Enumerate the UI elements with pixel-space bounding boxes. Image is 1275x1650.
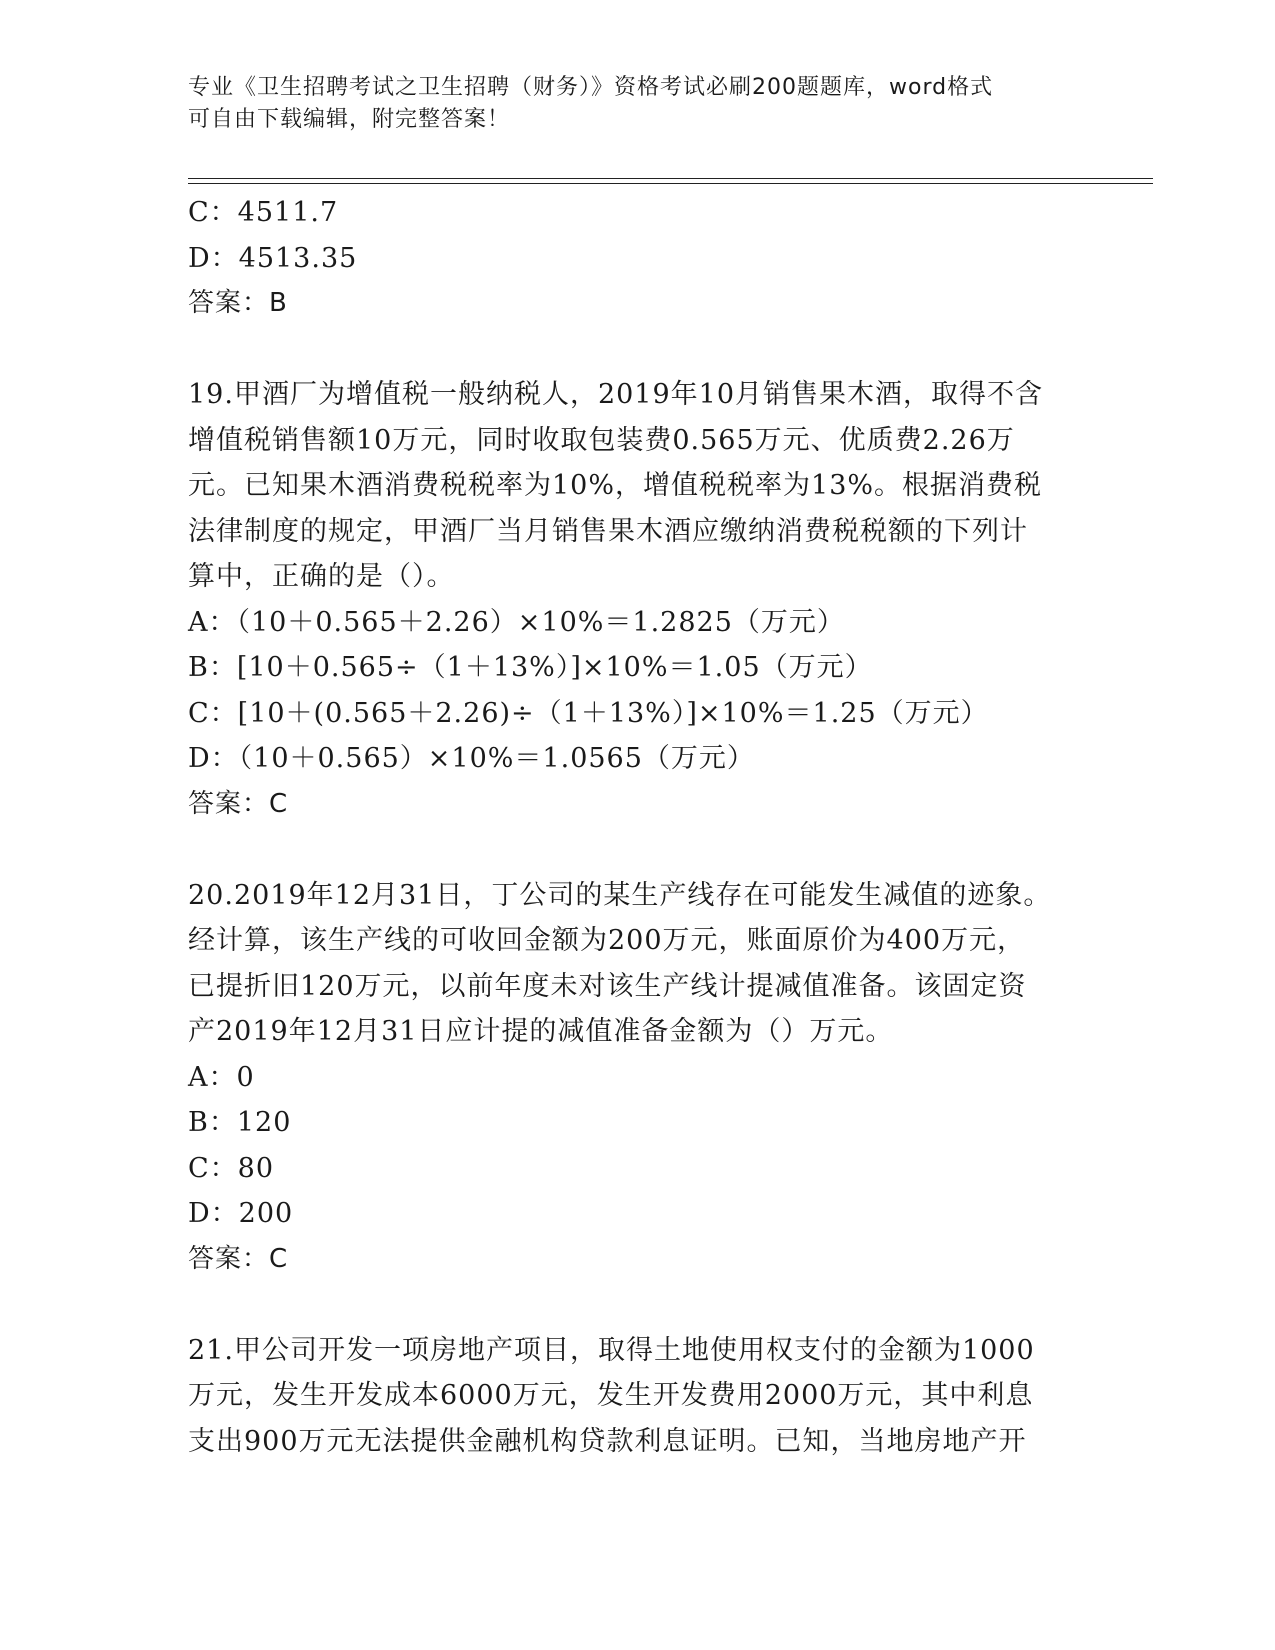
question-stem-line: 经计算，该生产线的可收回金额为200万元，账面原价为400万元， (188, 925, 1026, 956)
question-18-tail (188, 190, 1088, 327)
answer: 答案：C (188, 788, 289, 819)
option-c: C：80 (188, 1152, 275, 1184)
question-stem-line: 产2019年12月31日应计提的减值准备金额为（）万元。 (188, 1016, 894, 1047)
spacer (188, 327, 1088, 373)
question-stem-line: 19.甲酒厂为增值税一般纳税人，2019年10月销售果木酒，取得不含 (188, 379, 1044, 410)
question-stem-line: 已提折旧120万元，以前年度未对该生产线计提减值准备。该固定资 (188, 970, 1027, 1002)
question-20 (188, 873, 1088, 1283)
header-line-2: 可自由下载编辑，附完整答案！ (188, 107, 511, 132)
option-b: B：120 (188, 1107, 292, 1138)
document-body (188, 190, 1088, 1464)
header-line-1: 专业《卫生招聘考试之卫生招聘（财务）》资格考试必刷200题题库，word格式 (188, 75, 994, 100)
answer: 答案：C (188, 1243, 289, 1274)
option-a: A：（10＋0.565＋2.26）×10%＝1.2825（万元） (188, 606, 845, 638)
answer: 答案：B (188, 288, 288, 318)
question-stem-line: 算中，正确的是（）。 (188, 561, 455, 592)
question-stem-line: 21.甲公司开发一项房地产项目，取得土地使用权支付的金额为1000 (188, 1334, 1035, 1366)
option-c: C：[10＋(0.565＋2.26)÷（1＋13%）]×10%＝1.25（万元） (188, 697, 989, 729)
question-stem-line: 增值税销售额10万元，同时收取包装费0.565万元、优质费2.26万 (188, 424, 1015, 456)
header-divider-top (188, 178, 1153, 179)
question-stem-line: 元。已知果木酒消费税税率为10%，增值税税率为13%。根据消费税 (188, 470, 1043, 501)
option-a: A：0 (188, 1061, 255, 1093)
option-d: D：200 (188, 1198, 294, 1229)
page-header (188, 72, 1068, 136)
question-19 (188, 372, 1088, 827)
option-c: C：4511.7 (188, 197, 339, 228)
question-stem-line: 支出900万元无法提供金融机构贷款利息证明。已知，当地房地产开 (188, 1425, 1027, 1457)
question-21 (188, 1328, 1088, 1465)
question-stem-line: 法律制度的规定，甲酒厂当月销售果木酒应缴纳消费税税额的下列计 (188, 515, 1028, 547)
option-b: B：[10＋0.565÷（1＋13%）]×10%＝1.05（万元） (188, 652, 873, 683)
spacer (188, 827, 1088, 873)
spacer (188, 1282, 1088, 1328)
header-divider-bottom (188, 183, 1153, 184)
option-d: D：（10＋0.565）×10%＝1.0565（万元） (188, 743, 755, 774)
question-stem-line: 20.2019年12月31日，丁公司的某生产线存在可能发生减值的迹象。 (188, 879, 1052, 911)
option-d: D：4513.35 (188, 242, 358, 274)
question-stem-line: 万元，发生开发成本6000万元，发生开发费用2000万元，其中利息 (188, 1380, 1034, 1411)
